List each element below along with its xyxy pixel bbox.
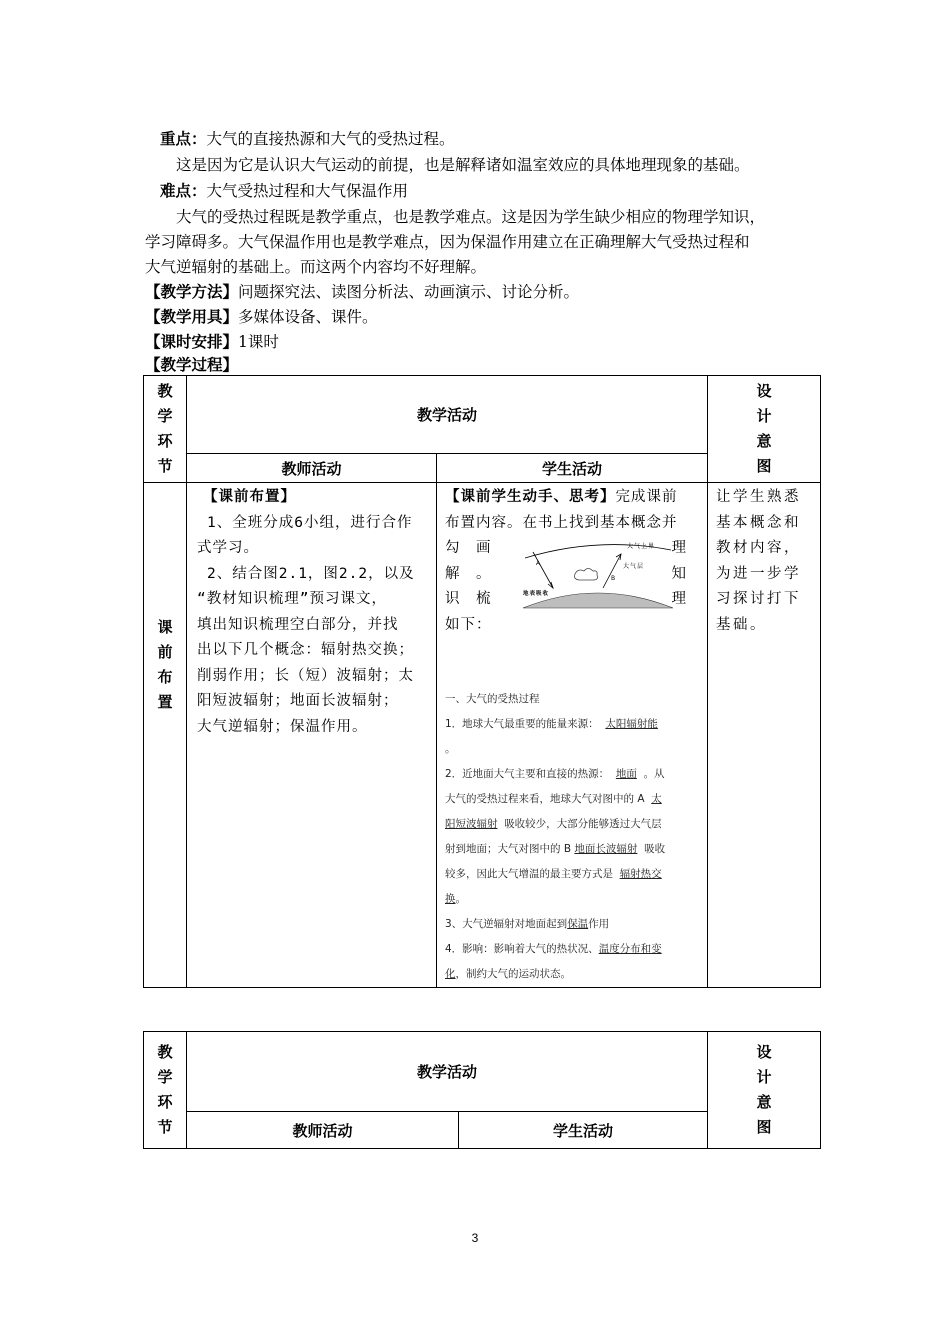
t2-header-teacher: 教师活动 (187, 1112, 459, 1149)
note-2-answer-b: 地面长波辐射 (574, 842, 638, 855)
teacher-line: 填出知识梳理空白部分，并找 (197, 616, 399, 633)
note-2-answer-c2: 换 (445, 892, 456, 905)
note-2-mid: 。从 (643, 767, 665, 780)
design-line: 习探讨打下 (716, 591, 802, 607)
design-content (716, 485, 816, 638)
tools-text: 多媒体设备、课件。 (238, 308, 378, 326)
lesson-table-2 (143, 1031, 821, 1149)
page-number: 3 (471, 1231, 479, 1245)
design-line: 为进一步学 (716, 565, 802, 582)
focus-line (160, 126, 455, 152)
student-left-1: 勾 画 (445, 540, 492, 556)
t2-header-stage-cell (144, 1032, 187, 1149)
note-2-line4-text: 射到地面；大气对图中的 B (445, 842, 572, 855)
header-design-cell (708, 376, 821, 483)
note-2-answer-a2: 阳短波辐射 (445, 817, 498, 830)
process-label: 【教学过程】 (145, 355, 239, 374)
teacher-line: 式学习。 (197, 540, 259, 556)
t2-header-activity: 教学活动 (187, 1032, 708, 1112)
student-left-2: 解 。 (445, 565, 492, 582)
teacher-line: 大气逆辐射；保温作用。 (197, 718, 368, 735)
note-2-line2-text: 大气的受热过程来看，地球大气对图中的 A (445, 792, 645, 805)
tools-line (145, 304, 378, 330)
design-line: 教材内容， (716, 540, 802, 556)
method-line (145, 279, 579, 305)
note-1 (445, 712, 701, 737)
difficulty-reason-2: 学习障碍多。大气保温作用也是教学难点，因为保温作用建立在正确理解大气受热过程和 (145, 233, 750, 251)
student-after: 如下： (445, 617, 492, 633)
note-2-line3-text: 吸收较少，大部分能够透过大气层 (504, 817, 662, 830)
student-left-3: 识 梳 (445, 591, 492, 607)
tools-label: 【教学用具】 (145, 307, 239, 326)
header-activity: 教学活动 (187, 376, 708, 454)
note-2-line4-end: 吸收 (644, 842, 666, 855)
stage-cell (144, 483, 187, 988)
student-intro-1: 完成课前 (615, 489, 678, 505)
arrow-a-line (533, 552, 553, 588)
difficulty-reason-1: 大气的受热过程既是教学重点，也是教学难点。这是因为学生缺少相应的物理学知识， (176, 208, 766, 226)
label-top: 大气上界 (627, 543, 656, 550)
note-4 (445, 937, 701, 962)
student-right-3: 理 (671, 591, 688, 607)
note-2-line5 (445, 862, 701, 887)
t2-header-design: 设计意图 (756, 1043, 772, 1136)
student-diagram-row (445, 536, 701, 613)
label-a: A (536, 560, 542, 567)
t2-header-stage: 教学环节 (157, 1043, 173, 1136)
label-ground: 地表吸收 (523, 591, 550, 597)
note-3-prefix: 3、大气逆辐射对地面起到 (445, 917, 568, 930)
note-2-line3 (445, 812, 701, 837)
note-2-answer-c1: 辐射热交 (619, 867, 662, 880)
header-stage-cell (144, 376, 187, 483)
student-right-2: 知 (671, 565, 688, 582)
focus-reason: 这是因为它是认识大气运动的前提，也是解释诸如温室效应的具体地理现象的基础。 (176, 156, 750, 174)
teacher-line: 2、结合图2.1，图2.2，以及 (207, 565, 415, 582)
time-label: 【课时安排】 (145, 332, 239, 351)
label-b: B (611, 575, 617, 582)
note-4-prefix: 4．影响：影响着大气的热状况、 (445, 942, 599, 955)
atmosphere-diagram (523, 538, 673, 610)
student-content (445, 485, 701, 639)
note-4-end: ，制约大气的运动状态。 (455, 967, 571, 980)
teacher-line: 出以下几个概念：辐射热交换； (197, 642, 414, 658)
note-2-prefix: 2．近地面大气主要和直接的热源： (445, 767, 610, 780)
student-cell (437, 483, 708, 988)
lesson-table (143, 375, 821, 988)
note-4-answer-2: 化 (445, 967, 456, 980)
stage-label: 课前布置 (157, 617, 173, 711)
difficulty-line (160, 178, 408, 204)
difficulty-text: 大气受热过程和大气保温作用 (206, 182, 409, 200)
focus-label: 重点： (160, 129, 207, 148)
cloud-icon (575, 569, 598, 581)
student-right-col (672, 536, 688, 613)
header-design: 设计意图 (756, 382, 772, 475)
arrow-b-line (603, 554, 621, 588)
teacher-line: “教材知识梳理”预习课文， (197, 591, 387, 607)
note-2-answer-a1: 太 (651, 792, 662, 805)
design-line: 基础。 (716, 616, 768, 633)
teacher-title: 【课前布置】 (203, 489, 296, 505)
method-label: 【教学方法】 (145, 282, 239, 301)
teacher-line: 削弱作用；长（短）波辐射；太 (197, 667, 414, 684)
header-teacher: 教师活动 (187, 454, 437, 483)
note-1-end: 。 (445, 742, 456, 755)
note-2-line4 (445, 837, 701, 862)
t2-header-student: 学生活动 (459, 1112, 708, 1149)
student-right-1: 理 (671, 540, 688, 556)
teacher-content (197, 485, 428, 740)
note-4-line2 (445, 962, 701, 987)
teacher-line: 1、全班分成6小组，进行合作 (207, 514, 413, 531)
student-left-col (445, 536, 492, 613)
note-2-line5-text: 较多，因此大气增温的最主要方式是 (445, 867, 613, 880)
notes-block (445, 687, 701, 987)
notes-heading: 一、大气的受热过程 (445, 692, 540, 705)
difficulty-reason-3: 大气逆辐射的基础上。而这两个内容均不好理解。 (145, 258, 487, 276)
note-2-answer: 地面 (615, 767, 637, 780)
header-student: 学生活动 (437, 454, 708, 483)
note-1-prefix: 1．地球大气最重要的能量来源： (445, 717, 599, 730)
student-intro-2: 布置内容。在书上找到基本概念并 (445, 514, 678, 531)
teacher-cell (187, 483, 437, 988)
design-line: 基本概念和 (716, 514, 802, 531)
design-cell (708, 483, 821, 988)
note-2-line6-end: 。 (455, 892, 466, 905)
t2-header-design-cell (708, 1032, 821, 1149)
method-text: 问题探究法、读图分析法、动画演示、讨论分析。 (238, 283, 580, 301)
note-2 (445, 762, 701, 787)
note-3 (445, 912, 701, 937)
time-text: 1课时 (238, 333, 279, 351)
note-3-answer: 保温 (567, 917, 589, 930)
note-1-answer: 太阳辐射能 (605, 717, 658, 730)
design-line: 让学生熟悉 (716, 489, 802, 505)
note-3-end: 作用 (588, 917, 610, 930)
header-stage: 教学环节 (157, 382, 173, 475)
student-intro (445, 485, 701, 511)
student-title: 【课前学生动手、思考】 (445, 489, 616, 505)
teacher-line: 阳短波辐射；地面长波辐射； (197, 693, 399, 709)
focus-text: 大气的直接热源和大气的受热过程。 (206, 130, 455, 148)
note-2-line6 (445, 887, 701, 912)
label-mid: 大气层 (623, 563, 645, 570)
note-2-line2 (445, 787, 701, 812)
difficulty-label: 难点： (160, 181, 207, 200)
note-4-answer-1: 温度分布和变 (598, 942, 662, 955)
